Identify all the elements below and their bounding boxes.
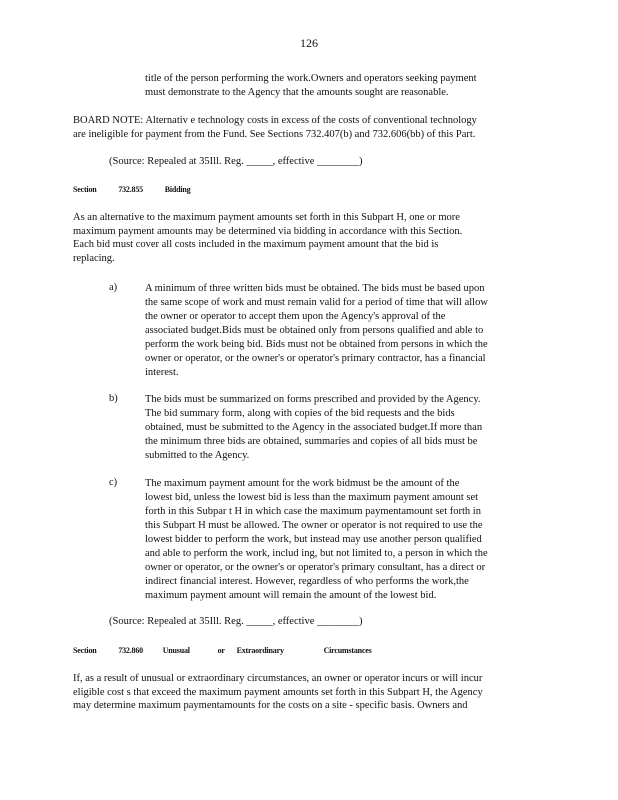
text-line: interest. bbox=[145, 367, 179, 378]
section-title-word: or bbox=[217, 646, 225, 655]
text-line: the minimum three bids are obtained, summaries and copies of all bids must be bbox=[145, 436, 478, 447]
item-label-c: c) bbox=[109, 477, 118, 488]
item-text-b bbox=[145, 393, 539, 463]
page-number: 126 bbox=[300, 36, 318, 50]
section-number: 732.855 bbox=[118, 185, 143, 194]
text-line: replacing. bbox=[73, 252, 115, 264]
section-label: Section bbox=[73, 185, 97, 194]
section-860-paragraph bbox=[73, 672, 541, 713]
text-line: If, as a result of unusual or extraordinary circumstances, an owner or operator incurs or will incur bbox=[73, 673, 483, 684]
text-line: and able to perform the work, includ ing, but not limited to, a person in which the bbox=[145, 548, 488, 559]
text-line: the same scope of work and must remain valid for a period of time that will allow bbox=[145, 297, 488, 308]
text-line: lowest bidder to perform the work, but instead may use another person qualified bbox=[145, 534, 482, 545]
section-title-word: Unusual bbox=[162, 646, 190, 655]
text-line: title of the person performing the work.Owners and operators seeking payment bbox=[145, 73, 477, 84]
board-note bbox=[73, 114, 541, 141]
text-line: Each bid must cover all costs included in the maximum payment amount that the bid is bbox=[73, 239, 439, 251]
text-line: eligible cost s that exceed the maximum payment amounts set forth in this Subpart H, the Agency bbox=[73, 686, 483, 698]
text-line: lowest bid, unless the lowest bid is less than the maximum payment amount set bbox=[145, 492, 479, 503]
section-heading-732-855 bbox=[73, 185, 190, 194]
text-line: owner or operator, or the owner's or operator's primary contractor, has a financial bbox=[145, 353, 486, 364]
section-855-intro bbox=[73, 211, 541, 265]
text-line: A minimum of three written bids must be obtained. The bids must be based upon bbox=[145, 283, 485, 294]
item-text-c bbox=[145, 477, 539, 603]
text-line: maximum payment amounts may be determined via bidding in accordance with this Section. bbox=[73, 225, 463, 237]
intro-paragraph bbox=[145, 72, 517, 99]
text-line: must demonstrate to the Agency that the amounts sought are reasonable. bbox=[145, 86, 449, 98]
section-heading-732-860 bbox=[73, 646, 372, 655]
section-title-word: Extraordinary bbox=[236, 646, 284, 655]
text-line: may determine maximum paymentamounts for the costs on a site - specific basis. Owners and bbox=[73, 700, 468, 712]
section-title: Bidding bbox=[164, 185, 191, 194]
text-line: this Subpart H must be allowed. The owner or operator is not required to use the bbox=[145, 520, 483, 531]
source-note: (Source: Repealed at 35Ill. Reg. _____, effective ________) bbox=[109, 156, 363, 167]
section-title-word: Circumstances bbox=[323, 646, 372, 655]
text-line: indirect financial interest. However, regardless of who performs the work,the bbox=[145, 576, 469, 587]
text-line: are ineligible for payment from the Fund. See Sections 732.407(b) and 732.606(bb) of this Part. bbox=[73, 128, 476, 140]
source-note: (Source: Repealed at 35Ill. Reg. _____, effective ________) bbox=[109, 616, 363, 627]
text-line: the owner or operator to accept them upon the Agency's approval of the bbox=[145, 311, 446, 322]
text-line: The bids must be summarized on forms prescribed and provided by the Agency. bbox=[145, 394, 481, 405]
item-label-b: b) bbox=[109, 393, 118, 404]
text-line: As an alternative to the maximum payment amounts set forth in this Subpart H, one or more bbox=[73, 212, 460, 223]
item-label-a: a) bbox=[109, 282, 118, 293]
section-label: Section bbox=[73, 646, 97, 655]
section-number: 732.860 bbox=[118, 646, 143, 655]
text-line: obtained, must be submitted to the Agency in the associated budget.If more than bbox=[145, 422, 483, 433]
text-line: perform the work being bid. Bids must not be obtained from persons in which the bbox=[145, 339, 488, 350]
text-line: forth in this Subpar t H in which case the maximum paymentamount set forth in bbox=[145, 506, 481, 517]
text-line: maximum payment amount will remain the amount of the lowest bid. bbox=[145, 590, 437, 601]
text-line: The bid summary form, along with copies of the bid requests and the bids bbox=[145, 408, 455, 419]
text-line: owner or operator, or the owner's or operator's primary consultant, has a direct or bbox=[145, 562, 486, 573]
text-line: BOARD NOTE: Alternativ e technology costs in excess of the costs of conventional technology bbox=[73, 115, 477, 126]
text-line: associated budget.Bids must be obtained only from persons qualified and able to bbox=[145, 325, 484, 336]
text-line: The maximum payment amount for the work bidmust be the amount of the bbox=[145, 478, 460, 489]
text-line: submitted to the Agency. bbox=[145, 450, 250, 461]
item-text-a bbox=[145, 282, 539, 380]
